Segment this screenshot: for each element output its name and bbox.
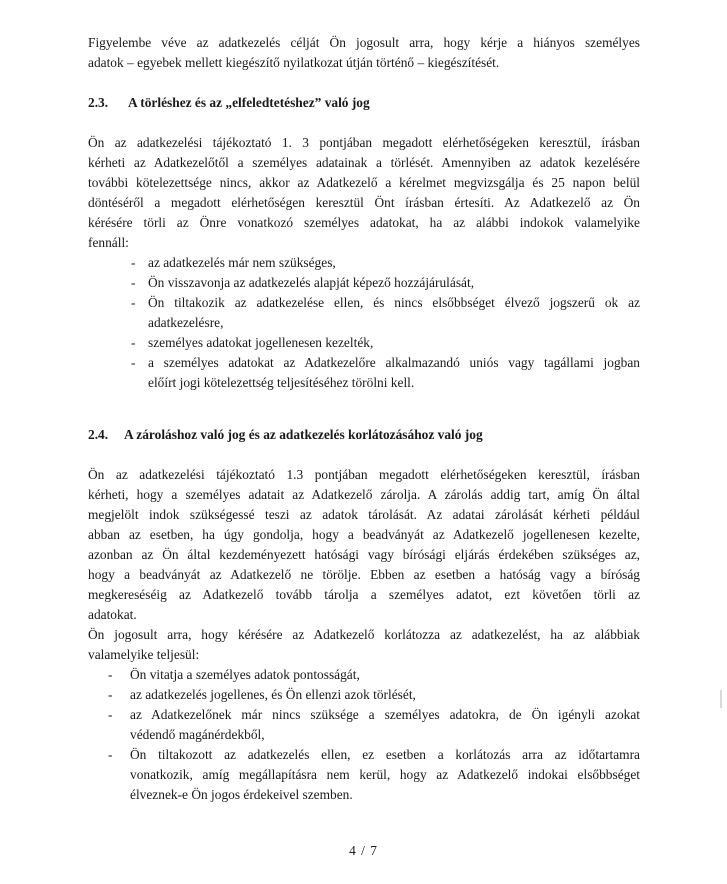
list-item xyxy=(108,745,640,805)
list-item-line: az adatkezelés jogellenes, és Ön ellenzi azok törlését, xyxy=(130,687,416,702)
section-2-3-paragraph xyxy=(88,133,640,253)
list-item-line: Ön tiltakozott az adatkezelés ellen, ez esetben a korlátozás arra az időtartamra xyxy=(130,747,640,762)
paragraph-line: Ön jogosult arra, hogy kérésére az Adatkezelő korlátozza az adatkezelést, ha az alábbiak xyxy=(88,627,640,642)
list-item-line: élveznek-e Ön jogos érdekeivel szemben. xyxy=(130,787,353,802)
section-heading-2-3 xyxy=(88,93,640,113)
list-item xyxy=(108,705,640,745)
list-item-line: Ön visszavonja az adatkezelés alapját képező hozzájárulását, xyxy=(148,275,475,290)
dash-bullet: - xyxy=(131,355,136,370)
list-item xyxy=(108,665,640,685)
list-item xyxy=(108,685,640,705)
paragraph-line: kérheti az Adatkezelőtől a személyes adatainak a törlését. Amennyiben az adatok kezelésére xyxy=(88,155,640,170)
dash-bullet: - xyxy=(108,747,113,762)
list-item-line: védendő magánérdekből, xyxy=(130,727,265,742)
list-item-line: előírt jogi kötelezettség teljesítéséhez törölni kell. xyxy=(148,375,415,390)
list-item-line: a személyes adatokat az Adatkezelőre alkalmazandó uniós vagy tagállami jogban xyxy=(148,355,640,370)
section-title: A törléshez és az „elfeledtetéshez” való jog xyxy=(128,95,370,110)
paragraph-line: hogy a beadványát az Adatkezelő ne törölje. Ebben az esetben a hatóság vagy a bíróság xyxy=(88,567,640,582)
list-item-line: adatkezelésre, xyxy=(148,315,224,330)
paragraph-line: kérheti, hogy a személyes adatait az Adatkezelő zárolja. A zárolás addig tart, amíg Ön által xyxy=(88,487,640,502)
list-item xyxy=(131,293,640,333)
paragraph-line: további kötelezettsége nincs, akkor az Adatkezelő a kérelmet megvizsgálja és 25 napon belül xyxy=(88,175,640,190)
list-item-line: vonatkozik, amíg megállapításra nem kerül, hogy az Adatkezelő indokai elsőbbséget xyxy=(130,767,640,782)
section-2-4-paragraph-2 xyxy=(88,625,640,665)
list-item-line: Ön tiltakozik az adatkezelése ellen, és nincs elsőbbséget élvező jogszerű ok az xyxy=(148,295,640,310)
dash-bullet: - xyxy=(131,335,136,350)
list-item-line: Ön vitatja a személyes adatok pontosságát, xyxy=(130,667,360,682)
section-number: 2.4. xyxy=(88,427,109,442)
section-2-3-list xyxy=(131,253,640,393)
list-item xyxy=(131,273,640,293)
scan-artifact xyxy=(720,690,722,708)
paragraph-line: valamelyike teljesül: xyxy=(88,647,200,662)
dash-bullet: - xyxy=(131,275,136,290)
dash-bullet: - xyxy=(131,295,136,310)
paragraph-line: adatokat. xyxy=(88,607,137,622)
dash-bullet: - xyxy=(108,707,113,722)
section-2-4-list xyxy=(108,665,640,805)
section-heading-2-4 xyxy=(88,425,640,445)
list-item xyxy=(131,333,640,353)
list-item-line: az adatkezelés már nem szükséges, xyxy=(148,255,336,270)
dash-bullet: - xyxy=(108,687,113,702)
paragraph-line: azonban az Ön által kezdeményezett hatósági vagy bírósági eljárás érdekében szükséges az, xyxy=(88,547,640,562)
dash-bullet: - xyxy=(131,255,136,270)
paragraph-line: fennáll: xyxy=(88,235,129,250)
section-2-4-paragraph xyxy=(88,465,640,625)
list-item xyxy=(131,353,640,393)
page-number: 4 / 7 xyxy=(349,843,378,858)
paragraph-line: megjelölt indok szükségessé teszi az adatok tárolását. Az adatai zárolását kérheti például xyxy=(88,507,640,522)
list-item-line: az Adatkezelőnek már nincs szüksége a személyes adatokra, de Ön igényli azokat xyxy=(130,707,640,722)
list-item xyxy=(131,253,640,273)
paragraph-line: Ön az adatkezelési tájékoztató 1.3 pontjában megadott elérhetőségeken keresztül, írásban xyxy=(88,467,640,482)
document-page xyxy=(88,33,640,805)
paragraph-line: megkereséséig az Adatkezelő tovább tárolja a személyes adatot, ezt követően törli az xyxy=(88,587,640,602)
section-title: A zároláshoz való jog és az adatkezelés korlátozásához való jog xyxy=(124,427,483,442)
paragraph-line: döntéséről a megadott elérhetőségen keresztül Önt írásban értesíti. Az Adatkezelő az Ön xyxy=(88,195,640,210)
paragraph-line: Ön az adatkezelési tájékoztató 1. 3 pontjában megadott elérhetőségeken keresztül, írásban xyxy=(88,135,640,150)
paragraph-line: kérésére törli az Önre vonatkozó személyes adatokat, ha az alábbi indokok valamelyike xyxy=(88,215,640,230)
dash-bullet: - xyxy=(108,667,113,682)
list-item-line: személyes adatokat jogellenesen kezelték, xyxy=(148,335,374,350)
intro-paragraph xyxy=(88,33,640,73)
section-number: 2.3. xyxy=(88,95,109,110)
intro-line: Figyelembe véve az adatkezelés célját Ön jogosult arra, hogy kérje a hiányos személyes xyxy=(88,35,640,50)
intro-line: adatok – egyebek mellett kiegészítő nyilatkozat útján történő – kiegészítését. xyxy=(88,55,500,70)
paragraph-line: abban az esetben, ha úgy gondolja, hogy a beadványát az Adatkezelő jogellenesen kezelte, xyxy=(88,527,640,542)
